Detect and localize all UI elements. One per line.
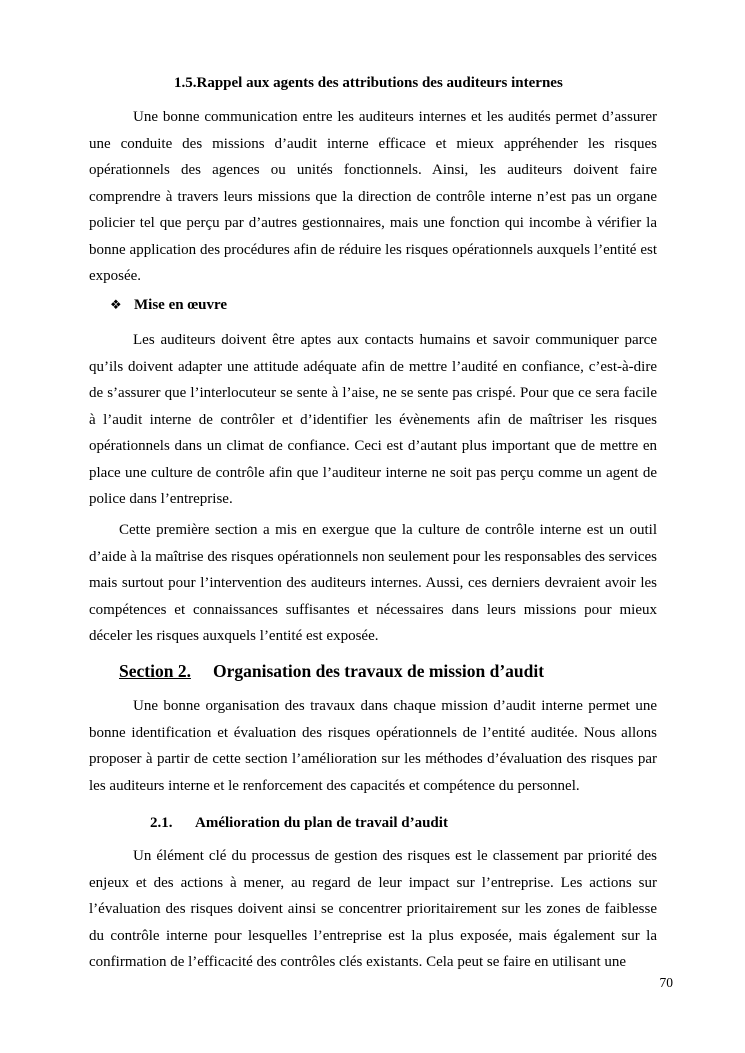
section-2-label: Section 2.	[119, 661, 191, 681]
section-2-title: Organisation des travaux de mission d’audit	[213, 661, 545, 681]
paragraph-conclusion-section-1: Cette première section a mis en exergue que la culture de contrôle interne est un outil d’aide à la maîtrise des risques opérationnels non seulement pour les responsables des services mais surtout pour l’intervention des auditeurs internes. Aussi, ces derniers devraient avoir les compétences et connaissances suffisantes et nécessaires dans leurs missions pour mieux déceler les risques auxquels l’entité est exposée.	[89, 522, 657, 644]
paragraph-mise-en-oeuvre: Les auditeurs doivent être aptes aux contacts humains et savoir communiquer parce qu’ils doivent adapter une attitude adéquate afin de mettre l’audité en confiance, c’est-à-dire de s’assurer que l’interlocuteur se sente à l’aise, ne se sente pas crispé. Pour que ce sera facile à l’audit interne de contrôler et d’identifier les évènements afin de maîtriser les risques opérationnels dans un climat de confiance. Ceci est d’autant plus important que de mettre en place une culture de contrôle afin que l’auditeur interne ne soit pas perçu comme un agent de police dans l’entreprise.	[89, 332, 657, 507]
bullet-heading-label: Mise en œuvre	[134, 297, 228, 313]
paragraph-organisation: Une bonne organisation des travaux dans chaque mission d’audit interne permet une bonne identification et évaluation des risques opérationnels de l’entité auditée. Nous allons proposer à partir de cette section l’amélioration sur les méthodes d’évaluation des risques par les auditeurs interne et le renforcement des capacités et compétence du personnel.	[89, 698, 657, 794]
diamond-bullet-icon: ❖	[110, 297, 122, 312]
subsection-2-1-heading	[150, 815, 448, 832]
subsection-2-1-number: 2.1.	[150, 815, 173, 831]
paragraph-communication: Une bonne communication entre les auditeurs internes et les audités permet d’assurer une conduite des missions d’audit interne efficace et mieux appréhender les risques opérationnels des agences ou unités fonctionnels. Ainsi, les auditeurs doivent faire comprendre à travers leurs missions que la direction de contrôle interne n’est pas un organe policier tel que perçu par d’autres gestionnaires, mais une fonction qui incombe à vérifier la bonne application des procédures afin de réduire les risques opérationnels auxquels l’entité est exposée.	[89, 109, 657, 284]
paragraph-plan-de-travail: Un élément clé du processus de gestion des risques est le classement par priorité des enjeux et des actions à mener, au regard de leur impact sur l’entreprise. Les actions sur l’évaluation des risques doivent ainsi se concentrer prioritairement sur les zones de faiblesse du contrôle interne pour lesquelles l’entreprise est la plus exposée, mais également sur la confirmation de l’efficacité des contrôles clés existants. Cela peut se faire en utilisant une	[89, 848, 657, 970]
section-2-heading	[119, 661, 544, 682]
page-number: 70	[659, 975, 673, 990]
bullet-heading-mise-en-oeuvre	[110, 297, 227, 314]
subsection-2-1-title: Amélioration du plan de travail d’audit	[195, 815, 448, 831]
heading-1-5: 1.5.Rappel aux agents des attributions des auditeurs internes	[174, 75, 563, 91]
